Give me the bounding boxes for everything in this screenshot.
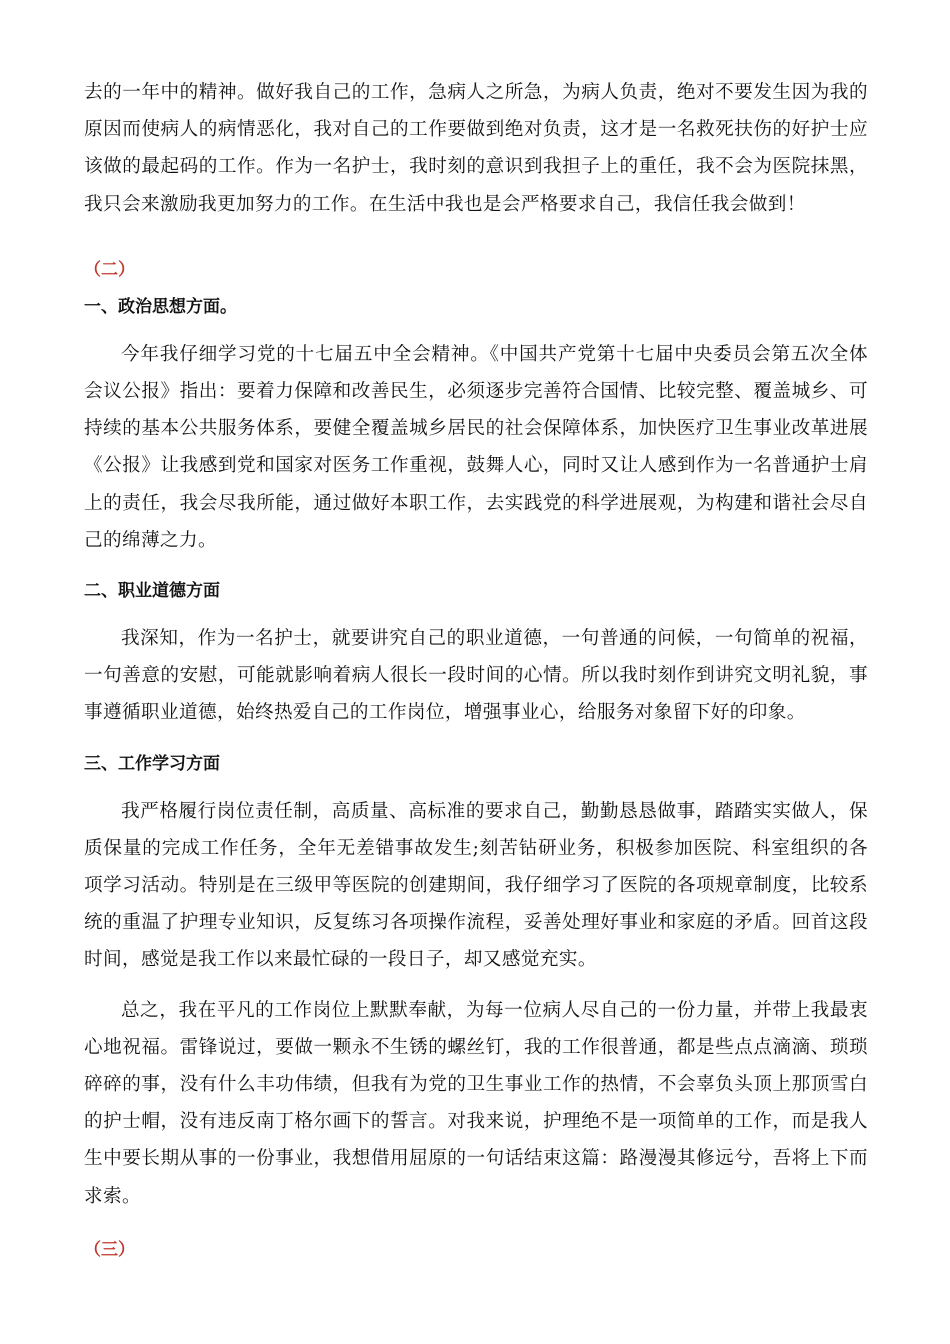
- document-page: [84, 74, 868, 1263]
- heading-ethics: 二、职业道德方面: [84, 581, 220, 602]
- paragraph-study: 我严格履行岗位责任制，高质量、高标准的要求自己，勤勤恳恳做事，踏踏实实做人，保质保量的完成工作任务，全年无差错事故发生;刻苦钻研业务，积极参加医院、科室组织的各项学习活动。特别是在三级甲等医院的创建期间，我仔细学习了医院的各项规章制度，比较系统的重温了护理专业知识，反复练习各项操作流程，妥善处理好事业和家庭的矛盾。回首这段时间，感觉是我工作以来最忙碌的一段日子，却又感觉充实。: [84, 800, 868, 971]
- paragraph-summary: 总之，我在平凡的工作岗位上默默奉献，为每一位病人尽自己的一份力量，并带上我最衷心地祝福。雷锋说过，要做一颗永不生锈的螺丝钉，我的工作很普通，都是些点点滴滴、琐琐碎碎的事，没有什么丰功伟绩，但我有为党的卫生事业工作的热情，不会辜负头顶上那顶雪白的护士帽，没有违反南丁格尔画下的誓言。对我来说，护理绝不是一项简单的工作，而是我人生中要长期从事的一份事业，我想借用屈原的一句话结束这篇：路漫漫其修远兮，吾将上下而求索。: [84, 999, 868, 1207]
- heading-politics: 一、政治思想方面。: [84, 296, 237, 317]
- section-three-mark: （三）: [84, 1239, 135, 1260]
- intro-paragraph: 去的一年中的精神。做好我自己的工作，急病人之所急，为病人负责，绝对不要发生因为我的原因而使病人的病情恶化，我对自己的工作要做到绝对负责，这才是一名救死扶伤的好护士应该做的最起码的工作。作为一名护士，我时刻的意识到我担子上的重任，我不会为医院抹黑，我只会来激励我更加努力的工作。在生活中我也是会严格要求自己，我信任我会做到！: [84, 82, 868, 215]
- paragraph-politics: 今年我仔细学习党的十七届五中全会精神。《中国共产党第十七届中央委员会第五次全体会议公报》指出：要着力保障和改善民生，必须逐步完善符合国情、比较完整、覆盖城乡、可持续的基本公共服务体系，要健全覆盖城乡居民的社会保障体系，加快医疗卫生事业改革进展《公报》让我感到党和国家对医务工作重视，鼓舞人心，同时又让人感到作为一名普通护士肩上的责任，我会尽我所能，通过做好本职工作，去实践党的科学进展观，为构建和谐社会尽自己的绵薄之力。: [84, 343, 868, 551]
- heading-study: 三、工作学习方面: [84, 753, 220, 774]
- paragraph-ethics: 我深知，作为一名护士，就要讲究自己的职业道德，一句普通的问候，一句简单的祝福，一句善意的安慰，可能就影响着病人很长一段时间的心情。所以我时刻作到讲究文明礼貌，事事遵循职业道德，始终热爱自己的工作岗位，增强事业心，给服务对象留下好的印象。: [84, 628, 868, 724]
- section-two-mark: （二）: [84, 259, 135, 280]
